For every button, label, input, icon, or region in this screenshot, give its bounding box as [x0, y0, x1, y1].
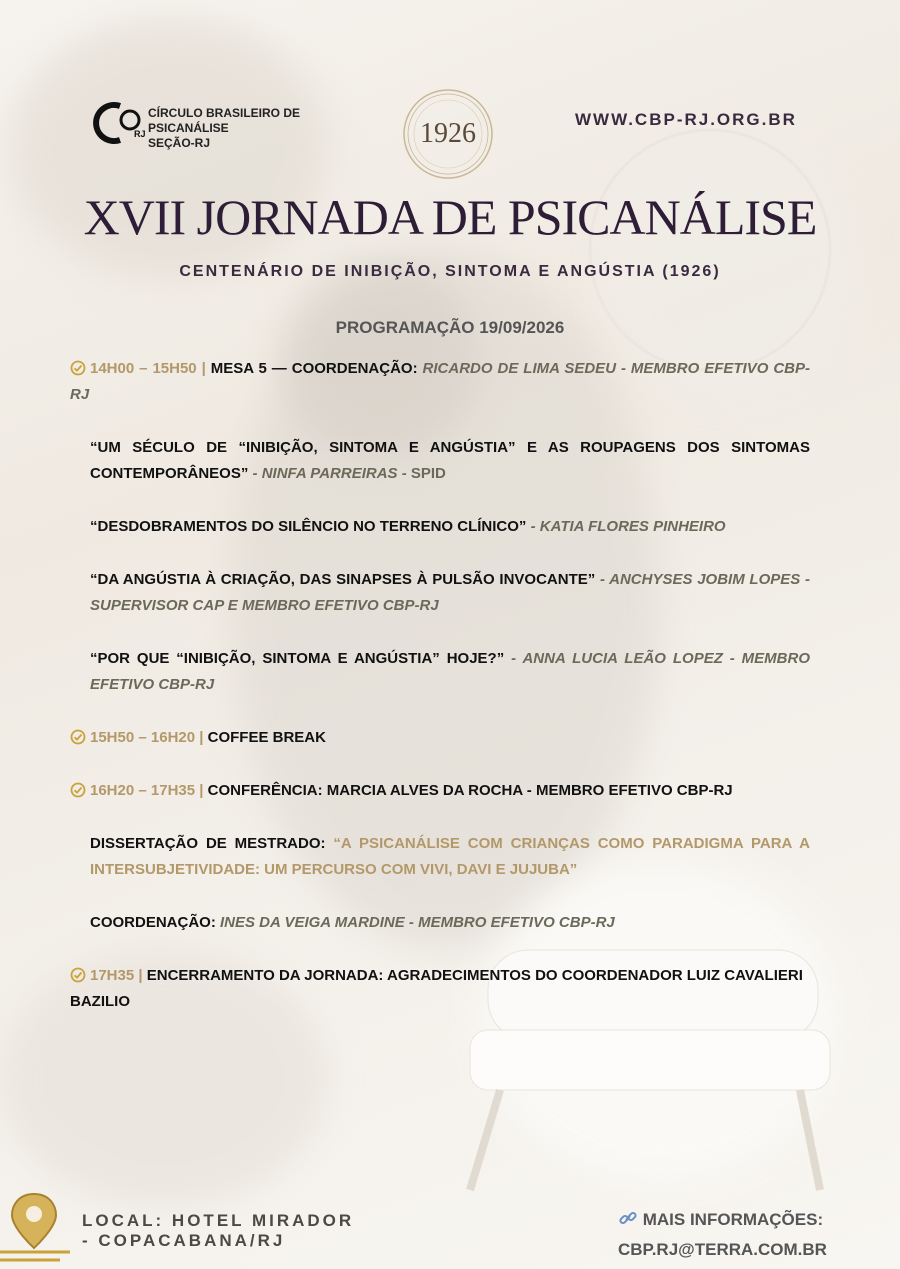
org-section: SEÇÃO-RJ: [148, 136, 211, 150]
talk-title: “DA ANGÚSTIA À CRIAÇÃO, DAS SINAPSES À PULSÃO INVOCANTE”: [90, 571, 596, 588]
talk-2: “DESDOBRAMENTOS DO SILÊNCIO NO TERRENO CLÍNICO” - KATIA FLORES PINHEIRO: [90, 518, 726, 535]
dissertation-title: “A PSICANÁLISE COM CRIANÇAS COMO PARADIGMA PARA A INTERSUBJETIVIDADE: UM PERCURSO COM VIVI, DAVI E JUJUBA”: [90, 835, 810, 878]
coordination-name: INES DA VEIGA MARDINE - MEMBRO EFETIVO CBP-RJ: [220, 914, 615, 931]
year-seal: [402, 88, 494, 180]
schedule-item-coffee: [70, 725, 810, 751]
check-badge-icon: [70, 360, 86, 376]
dissertation-label: DISSERTAÇÃO DE MESTRADO:: [90, 835, 334, 852]
contact-email[interactable]: CBP.RJ@TERRA.COM.BR: [618, 1240, 827, 1259]
location-text: [82, 1211, 354, 1251]
contact-info: [618, 1205, 858, 1265]
schedule-title: ENCERRAMENTO DA JORNADA: AGRADECIMENTOS DO COORDENADOR LUIZ CAVALIERI BAZILIO: [70, 967, 803, 1010]
talk-institution: MEMBRO EFETIVO CBP-RJ: [90, 650, 810, 693]
schedule-time: 15H50 – 16H20 |: [90, 729, 204, 746]
schedule-time: 17H35 |: [90, 967, 143, 984]
check-badge-icon: [70, 967, 86, 983]
org-name: CÍRCULO BRASILEIRO DE PSICANÁLISE: [148, 106, 301, 135]
talk-institution: SPID: [410, 465, 446, 482]
talk-4: “POR QUE “INIBIÇÃO, SINTOMA E ANGÚSTIA” HOJE?” - ANNA LUCIA LEÃO LOPEZ - MEMBRO EFETIVO CBP-RJ: [90, 650, 810, 693]
talk-1: “UM SÉCULO DE “INIBIÇÃO, SINTOMA E ANGÚSTIA” E AS ROUPAGENS DOS SINTOMAS CONTEMPORÂNEOS” - NINFA PARREIRAS - SPID: [90, 439, 810, 482]
talk-3: “DA ANGÚSTIA À CRIAÇÃO, DAS SINAPSES À PULSÃO INVOCANTE” - ANCHYSES JOBIM LOPES - SUPERVISOR CAP E MEMBRO EFETIVO CBP-RJ: [90, 571, 810, 614]
talk-author: NINFA PARREIRAS: [261, 465, 398, 482]
schedule-item-closing: [70, 963, 810, 1015]
check-badge-icon: [70, 782, 86, 798]
schedule-title: COFFEE BREAK: [203, 729, 326, 746]
schedule-title: MESA 5 — COORDENAÇÃO:: [205, 360, 423, 377]
schedule: [70, 356, 810, 1015]
schedule-time: 14H00 – 15H50 |: [90, 360, 206, 377]
organization-logo: [90, 100, 380, 150]
coordination: [70, 910, 810, 936]
link-icon: [618, 1208, 638, 1228]
location-pin-icon: [0, 1190, 80, 1269]
cbp-logo-icon: [90, 100, 146, 146]
schedule-time: 16H20 – 17H35 |: [90, 782, 204, 799]
page-subtitle: CENTENÁRIO DE INIBIÇÃO, SINTOMA E ANGÚSTIA (1926): [179, 263, 721, 280]
coordinator: RICARDO DE LIMA SEDEU - MEMBRO EFETIVO CBP-RJ: [70, 360, 811, 403]
check-badge-icon: [70, 729, 86, 745]
talk-author: ANNA LUCIA LEÃO LOPEZ: [522, 650, 723, 667]
seal-year: 1926: [420, 118, 476, 149]
schedule-item-conference: [70, 778, 810, 804]
website-link[interactable]: WWW.CBP-RJ.ORG.BR: [575, 110, 797, 129]
talk-title: “DESDOBRAMENTOS DO SILÊNCIO NO TERRENO CLÍNICO”: [90, 518, 527, 535]
location-line-2: - COPACABANA/RJ: [82, 1231, 286, 1250]
talk-title: “POR QUE “INIBIÇÃO, SINTOMA E ANGÚSTIA” HOJE?”: [90, 650, 505, 667]
logo-badge: RJ: [134, 129, 146, 139]
page-title: XVII JORNADA DE PSICANÁLISE: [83, 189, 817, 245]
talk-title: “UM SÉCULO DE “INIBIÇÃO, SINTOMA E ANGÚSTIA” E AS ROUPAGENS DOS SINTOMAS CONTEMPORÂNEOS”: [90, 439, 810, 482]
dissertation: [70, 831, 810, 883]
talk-author: ANCHYSES JOBIM LOPES: [609, 571, 801, 588]
program-heading: PROGRAMAÇÃO 19/09/2026: [335, 318, 565, 337]
schedule-title: CONFERÊNCIA: MARCIA ALVES DA ROCHA - MEMBRO EFETIVO CBP-RJ: [203, 782, 733, 799]
talk-author: KATIA FLORES PINHEIRO: [539, 518, 726, 535]
talk-institution: SUPERVISOR CAP E MEMBRO EFETIVO CBP-RJ: [90, 597, 439, 614]
schedule-item-mesa: [70, 356, 810, 408]
more-info-label: MAIS INFORMAÇÕES:: [642, 1210, 824, 1229]
coordination-label: COORDENAÇÃO:: [90, 914, 220, 931]
location-line-1: LOCAL: HOTEL MIRADOR: [82, 1211, 355, 1230]
